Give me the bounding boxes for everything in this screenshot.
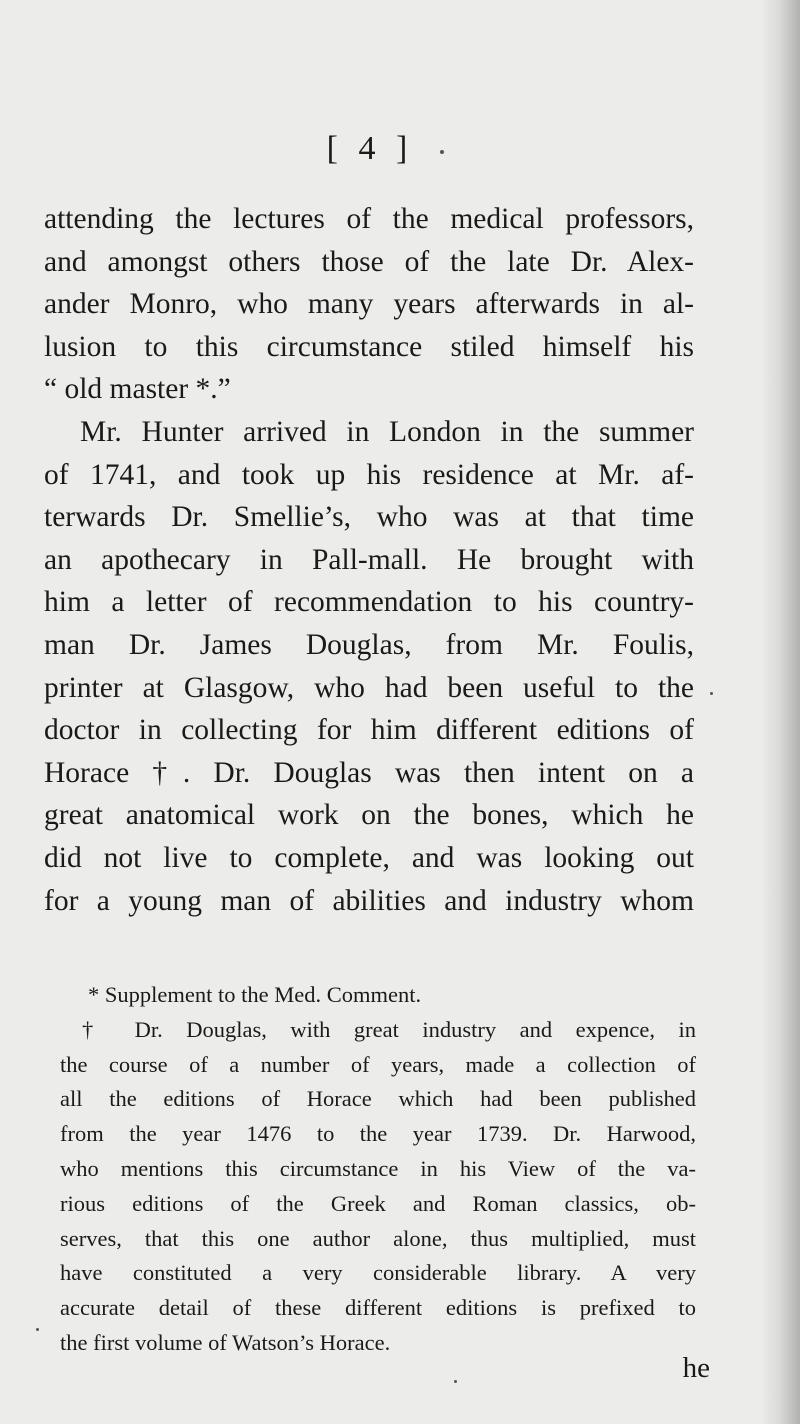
page-number-header: [ 4 ] bbox=[326, 130, 414, 167]
footnote-line: the course of a number of years, made a collection of bbox=[60, 1051, 696, 1077]
body-line: lusion to this circumstance stiled himself his bbox=[44, 330, 694, 363]
body-line: an apothecary in Pall-mall. He brought with bbox=[44, 543, 694, 576]
body-line: for a young man of abilities and industry whom bbox=[44, 884, 694, 917]
footnote-line: from the year 1476 to the year 1739. Dr. Harwood, bbox=[60, 1121, 696, 1147]
body-line: ander Monro, who many years afterwards in al- bbox=[44, 288, 694, 321]
footnote-line: the first volume of Watson’s Horace. bbox=[60, 1329, 391, 1355]
catchword: he bbox=[682, 1352, 710, 1384]
footnote-line: accurate detail of these different editions is prefixed to bbox=[60, 1295, 696, 1321]
body-line: terwards Dr. Smellie’s, who was at that time bbox=[44, 501, 694, 534]
body-line: doctor in collecting for him different editions of bbox=[44, 714, 694, 747]
body-line: printer at Glasgow, who had been useful to the bbox=[44, 671, 694, 704]
body-line: of 1741, and took up his residence at Mr. af- bbox=[44, 458, 694, 491]
body-line: “ old master *.” bbox=[44, 373, 231, 406]
page-edge-shadow bbox=[760, 0, 800, 1424]
body-line: Mr. Hunter arrived in London in the summer bbox=[80, 415, 694, 448]
footnotes bbox=[60, 978, 696, 1361]
body-text bbox=[44, 198, 694, 922]
body-line: and amongst others those of the late Dr. Alex- bbox=[44, 245, 694, 278]
scan-speck bbox=[710, 692, 713, 695]
footnote-line: † Dr. Douglas, with great industry and expence, in bbox=[82, 1016, 696, 1042]
footnote-line: serves, that this one author alone, thus multiplied, must bbox=[60, 1225, 696, 1251]
body-line: man Dr. James Douglas, from Mr. Foulis, bbox=[44, 628, 694, 661]
footnote-line: * Supplement to the Med. Comment. bbox=[88, 982, 422, 1007]
scan-speck bbox=[36, 1328, 39, 1331]
footnote-line: all the editions of Horace which had been published bbox=[60, 1086, 696, 1112]
body-line: did not live to complete, and was looking out bbox=[44, 841, 694, 874]
scan-speck bbox=[454, 1380, 457, 1383]
footnote-line: have constituted a very considerable library. A very bbox=[60, 1260, 696, 1286]
body-line: attending the lectures of the medical professors, bbox=[44, 203, 694, 235]
scan-speck bbox=[440, 150, 444, 154]
footnote-line: who mentions this circumstance in his View of the va- bbox=[60, 1155, 696, 1181]
body-line: Horace †. Dr. Douglas was then intent on a bbox=[44, 756, 694, 789]
body-line: great anatomical work on the bones, which he bbox=[44, 799, 694, 832]
footnote-line: rious editions of the Greek and Roman classics, ob- bbox=[60, 1190, 696, 1216]
body-line: him a letter of recommendation to his country- bbox=[44, 586, 694, 619]
